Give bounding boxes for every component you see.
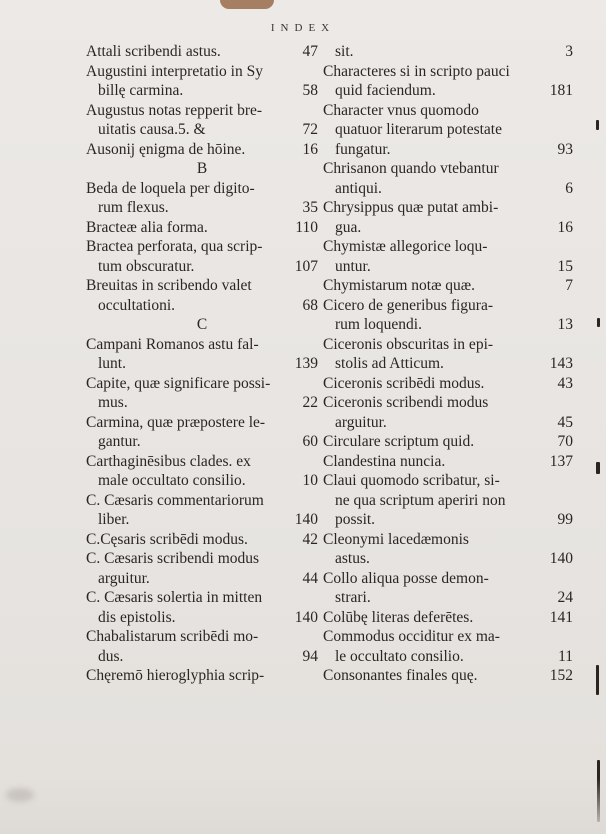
index-term: Chabalistarum scribēdi mo- [86,628,259,645]
index-line [86,432,318,452]
section-letter: B [196,160,208,177]
index-entry [86,140,318,160]
page-number: 6 [565,179,573,197]
index-term: C. Cæsaris commentariorum [86,491,264,509]
index-line [323,393,573,413]
index-term: Cleonymi lacedæmonis [323,530,469,548]
page-number: 42 [302,530,318,548]
index-line [323,549,573,569]
index-line [86,198,318,218]
index-term: Carthaginēsibus clades. ex [86,452,251,470]
page-number: 107 [294,257,318,275]
index-line [86,257,318,277]
index-entry [323,530,573,569]
page-number: 10 [302,472,318,489]
index-line [323,335,573,355]
index-term: Colūbę literas deferētes. [323,608,474,626]
index-term: Breuitas in scribendo valet [86,277,252,294]
index-line [323,296,573,316]
index-term: untur. [335,257,371,275]
index-entry [323,296,573,335]
index-entry [323,237,573,276]
index-entry [86,413,318,452]
index-term: mus. [98,394,128,411]
index-line [323,179,573,199]
index-term: possit. [335,511,376,528]
index-entry [86,101,318,140]
index-line [323,374,573,394]
page-number: 141 [549,608,573,626]
index-entry [323,608,573,628]
index-line [323,666,573,686]
index-line [323,413,573,433]
index-entry [323,393,573,432]
edge-mark [596,665,599,695]
page-number: 45 [557,413,573,431]
index-term: Chrysippus quæ putat ambi- [323,199,499,216]
page-number: 16 [302,140,318,158]
page-number: 140 [294,511,318,528]
page-number: 47 [302,43,318,60]
index-entry [86,491,318,530]
index-term: Bracteæ alia forma. [86,218,208,236]
index-line [86,608,318,628]
index-line [86,354,318,374]
index-term: Augustus notas repperit bre- [86,101,263,119]
index-line [323,432,573,452]
index-term: Characteres si in scripto pauci [323,62,510,80]
index-term: Claui quomodo scribatur, si- [323,472,500,489]
index-line [86,81,318,101]
index-term: uitatis causa.5. & [98,121,206,138]
index-line [86,647,318,667]
index-line [86,666,318,686]
index-line [86,530,318,550]
index-entry [86,588,318,627]
index-term: Carmina, quæ præpostere le- [86,413,266,431]
index-term: strari. [335,589,371,606]
page-number: 137 [549,452,573,470]
index-term: Ciceronis obscuritas in epi- [323,335,494,353]
index-term: ne qua scriptum aperiri non [335,491,506,509]
index-term: Clandestina nuncia. [323,452,446,470]
index-term: Augustini interpretatio in Sy [86,62,263,80]
page-number: 11 [558,647,573,665]
index-term: billę carmina. [98,82,184,99]
index-entry [323,374,573,394]
index-entry [323,432,573,452]
page-number: 24 [557,589,573,606]
index-line [323,120,573,140]
index-entry [323,198,573,237]
index-entry [86,530,318,550]
page-number: 35 [302,199,318,216]
index-term: arguitur. [335,413,387,431]
index-line [323,257,573,277]
page-number: 22 [302,394,318,411]
page-number: 7 [565,277,573,294]
page-number: 58 [302,82,318,99]
index-entry [323,276,573,296]
index-line [86,218,318,238]
index-term: occultationi. [98,296,176,314]
index-entry [86,179,318,218]
page-number: 140 [549,550,573,567]
index-line [86,393,318,413]
index-line [323,315,573,335]
index-line [323,588,573,608]
index-line [323,140,573,160]
corner-stain [6,788,34,802]
index-term: lunt. [98,355,126,372]
index-term: Cicero de generibus figura- [323,296,494,314]
ribbon-bookmark [220,0,274,9]
index-entry [323,159,573,198]
page-number: 72 [302,121,318,138]
page-number: 99 [557,511,573,528]
page-number: 94 [302,647,318,665]
index-line [86,588,318,608]
page-number: 110 [295,218,318,236]
index-term: arguitur. [98,569,150,587]
page-header: INDEX [270,22,336,34]
index-line [323,647,573,667]
index-term: fungatur. [335,140,391,158]
index-line [86,237,318,257]
index-term: Commodus occiditur ex ma- [323,628,500,645]
edge-mark [596,120,599,130]
index-line [86,101,318,121]
page-number: 181 [549,82,573,99]
index-entry [86,237,318,276]
index-term: Attali scribendi astus. [86,43,221,60]
index-entry [86,374,318,413]
index-line [323,608,573,628]
index-line [323,452,573,472]
index-entry [86,666,318,686]
index-line [323,510,573,530]
index-line [86,452,318,472]
index-entry [323,335,573,374]
index-entry [323,471,573,530]
index-line [323,81,573,101]
index-line [86,179,318,199]
index-entry [86,627,318,666]
index-entry [86,62,318,101]
index-line [323,354,573,374]
edge-mark [596,462,600,474]
index-entry [323,62,573,101]
index-line [323,42,573,62]
index-term: Character vnus quomodo [323,101,479,119]
index-term: gantur. [98,433,141,450]
edge-mark [597,318,600,327]
index-term: Chymistarum notæ quæ. [323,277,475,294]
index-term: Circulare scriptum quid. [323,433,475,450]
page-number: 16 [557,218,573,236]
index-entry [323,627,573,666]
index-entry [86,452,318,491]
page-number: 93 [557,140,573,158]
index-line [323,218,573,238]
index-term: male occultato consilio. [98,472,246,489]
index-term: quatuor literarum potestate [335,121,502,138]
index-line [86,140,318,160]
page-number: 139 [294,355,318,372]
index-term: C. Cæsaris scribendi modus [86,550,260,567]
index-line [323,530,573,550]
index-entry [86,335,318,374]
index-entry [323,452,573,472]
index-column-left [86,42,318,686]
index-term: quid faciendum. [335,82,436,99]
index-term: dus. [98,647,124,665]
page-number: 3 [565,43,573,60]
index-column-right [323,42,573,686]
index-term: astus. [335,550,370,567]
index-line [323,198,573,218]
index-line [86,471,318,491]
index-entry [323,569,573,608]
index-line [323,471,573,491]
index-entry [323,101,573,160]
index-term: Ciceronis scribēdi modus. [323,374,485,392]
index-term: rum loquendi. [335,316,422,333]
index-term: Campani Romanos astu fal- [86,335,259,353]
page-number: 152 [549,667,573,684]
page-number: 44 [302,569,318,587]
index-term: stolis ad Atticum. [335,355,444,372]
index-line [323,237,573,257]
page-number: 15 [557,257,573,275]
page-number: 60 [302,433,318,450]
index-term: Chęremō hieroglyphia scrip- [86,667,265,684]
index-line [86,413,318,433]
index-line [86,276,318,296]
index-term: dis epistolis. [98,608,176,626]
index-entry [86,549,318,588]
index-line [323,627,573,647]
index-line [86,491,318,511]
page-number: 140 [294,608,318,626]
index-term: Chymistæ allegorice loqu- [323,238,488,255]
index-term: C. Cæsaris solertia in mitten [86,589,263,606]
page-number: 70 [557,433,573,450]
page-number: 143 [549,355,573,372]
index-line [323,101,573,121]
index-line [86,569,318,589]
index-line [86,510,318,530]
page-number: 68 [302,296,318,314]
index-entry [86,42,318,62]
index-term: Capite, quæ significare possi- [86,374,271,392]
index-term: Collo aliqua posse demon- [323,569,489,587]
index-entry [323,666,573,686]
index-term: rum flexus. [98,199,169,216]
index-term: sit. [335,43,354,60]
index-entry [86,218,318,238]
index-term: Ausonij ęnigma de hōine. [86,140,246,158]
index-line [86,120,318,140]
index-term: C.Cęsaris scribēdi modus. [86,530,248,548]
index-term: antiqui. [335,179,382,197]
section-letter: C [196,316,208,333]
index-term: tum obscuratur. [98,257,195,275]
index-term: Ciceronis scribendi modus [323,394,489,411]
index-line [323,62,573,82]
index-term: Consonantes finales quę. [323,667,478,684]
page-bottom-shadow [0,778,606,834]
index-line [86,549,318,569]
index-line [86,374,318,394]
index-line [323,276,573,296]
index-line [323,569,573,589]
index-line [86,62,318,82]
index-term: Chrisanon quando vtebantur [323,160,499,177]
index-line [86,627,318,647]
page-number: 43 [557,374,573,392]
index-term: Bractea perforata, qua scrip- [86,238,263,255]
index-entry [323,42,573,62]
index-line [86,296,318,316]
index-line [86,335,318,355]
index-line [86,42,318,62]
index-term: le occultato consilio. [335,647,464,665]
index-term: gua. [335,218,362,236]
index-term: Beda de loquela per digito- [86,179,255,197]
index-entry [86,276,318,315]
page-number: 13 [557,316,573,333]
index-line [323,159,573,179]
index-line [323,491,573,511]
index-term: liber. [98,511,130,528]
